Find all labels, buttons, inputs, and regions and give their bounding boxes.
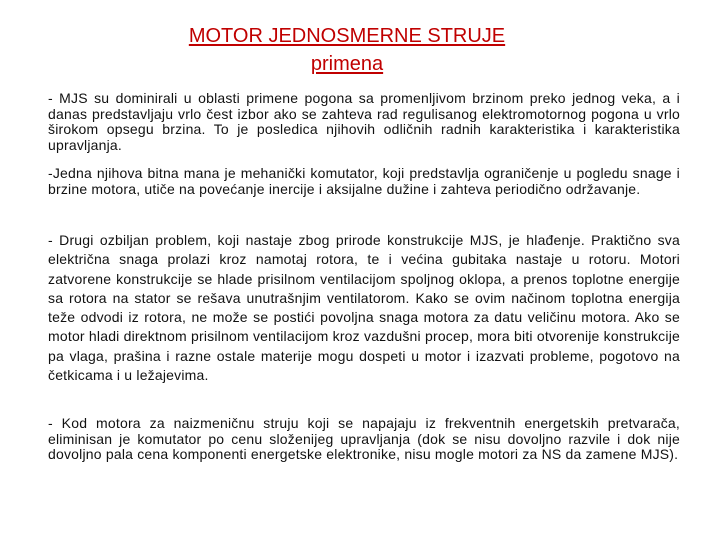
paragraph-dominance: - MJS su dominirali u oblasti primene pogona sa promenljivom brzinom preko jednog veka, a i danas predstavljaju vrlo čest izbor ako se zahteva rad regulisanog elektromotornog pogona u vrlo širokom opsegu brzina. To je posledica njihovih odličnih radnih karakteristika i karakteristika upravljanja. [48, 90, 680, 153]
slide-subtitle: primena [310, 53, 384, 75]
slide-title: MOTOR JEDNOSMERNE STRUJE [188, 25, 506, 47]
paragraph-commutator-drawback: -Jedna njihova bitna mana je mehanički komutator, koji predstavlja ograničenje u pogledu snage i brzine motora, utiče na povećanje inercije i aksijalne dužine i zahteva periodično održavanje. [48, 165, 680, 197]
paragraph-ac-motors: - Kod motora za naizmeničnu struju koji se napajaju iz frekventnih energetskih pretvarača, eliminisan je komutator po cenu složenijeg upravljanja (dok se nisu dovoljno razvile i dok nije dovoljno pala cena komponenti energetske elektronike, nisu mogle motori za NS da zamene MJS). [48, 415, 680, 462]
paragraph-cooling-problem: - Drugi ozbiljan problem, koji nastaje zbog prirode konstrukcije MJS, je hlađenje. Praktično sva električna snaga prolazi kroz namotaj rotora, te i većina gubitaka nastaje u rotoru. Motori zatvorene konstrukcije se hlade prisilnom ventilacijom spoljnog oklopa, a prenos toplotne energije sa rotora na stator se rešava unutrašnjim ventilatorom. Kako se ovim načinom toplotna energija teže odvodi iz rotora, ne može se postići povoljna snaga motora za datu veličinu motora. Ako se motor hladi direktnom prisilnom ventilacijom kroz vazdušni procep, mora biti otvorenije konstrukcije pa vlaga, prašina i razne ostale materije mogu dospeti u motor i izazvati probleme, pogotovo na četkicama i u ležajevima. [48, 232, 680, 384]
